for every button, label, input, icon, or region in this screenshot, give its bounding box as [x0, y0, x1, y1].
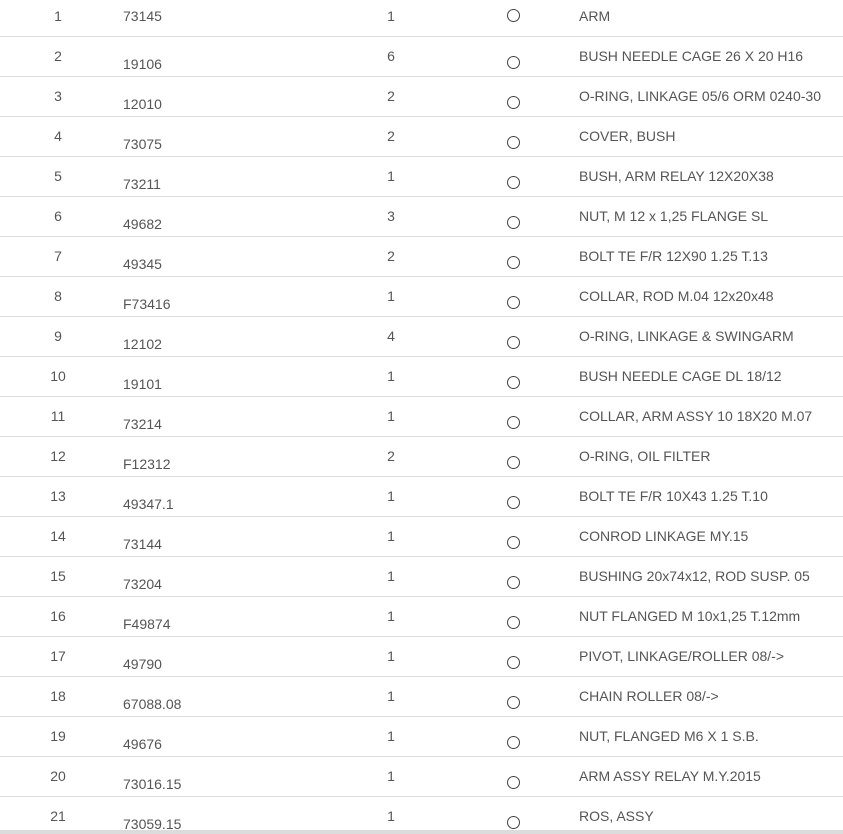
table-row [0, 637, 843, 677]
select-radio[interactable] [507, 496, 520, 509]
row-description: BUSH, ARM RELAY 12X20X38 [579, 168, 774, 184]
table-row [0, 0, 843, 37]
row-position: 6 [54, 208, 62, 224]
row-part-code: 73214 [123, 416, 162, 432]
row-select [507, 616, 520, 629]
row-description: BUSHING 20x74x12, ROD SUSP. 05 [579, 568, 810, 584]
select-radio[interactable] [507, 9, 520, 22]
row-part-code: 73204 [123, 576, 162, 592]
row-description: O-RING, OIL FILTER [579, 448, 711, 464]
row-description: BOLT TE F/R 12X90 1.25 T.13 [579, 248, 768, 264]
select-radio[interactable] [507, 816, 520, 829]
row-select [507, 376, 520, 389]
select-radio[interactable] [507, 696, 520, 709]
row-part-code: F49874 [123, 616, 171, 632]
row-position: 15 [50, 568, 66, 584]
table-row [0, 197, 843, 237]
row-quantity: 3 [387, 208, 395, 224]
row-part-code: 49345 [123, 256, 162, 272]
row-select [507, 56, 520, 69]
table-row [0, 477, 843, 517]
row-position: 14 [50, 528, 66, 544]
row-select [507, 776, 520, 789]
row-quantity: 1 [387, 808, 395, 824]
select-radio[interactable] [507, 216, 520, 229]
row-select [507, 816, 520, 829]
row-description: ROS, ASSY [579, 808, 654, 824]
row-position: 16 [50, 608, 66, 624]
row-position: 7 [54, 248, 62, 264]
row-position: 10 [50, 368, 66, 384]
row-part-code: 12102 [123, 336, 162, 352]
row-quantity: 1 [387, 408, 395, 424]
row-select [507, 736, 520, 749]
row-position: 17 [50, 648, 66, 664]
row-select [507, 136, 520, 149]
select-radio[interactable] [507, 456, 520, 469]
row-position: 4 [54, 128, 62, 144]
row-quantity: 1 [387, 528, 395, 544]
row-select [507, 416, 520, 429]
row-position: 21 [50, 808, 66, 824]
row-select [507, 576, 520, 589]
row-position: 11 [50, 408, 66, 424]
row-quantity: 1 [387, 488, 395, 504]
row-part-code: F73416 [123, 296, 171, 312]
row-description: CHAIN ROLLER 08/-> [579, 688, 719, 704]
row-description: PIVOT, LINKAGE/ROLLER 08/-> [579, 648, 785, 664]
row-description: COLLAR, ARM ASSY 10 18X20 M.07 [579, 408, 813, 424]
row-quantity: 1 [387, 608, 395, 624]
row-part-code: 49682 [123, 216, 162, 232]
table-row [0, 397, 843, 437]
select-radio[interactable] [507, 96, 520, 109]
table-row [0, 597, 843, 637]
row-quantity: 2 [387, 448, 395, 464]
table-row [0, 757, 843, 797]
row-select [507, 176, 520, 189]
row-part-code: 73059.15 [123, 816, 182, 832]
row-description: COLLAR, ROD M.04 12x20x48 [579, 288, 774, 304]
select-radio[interactable] [507, 336, 520, 349]
row-part-code: 49676 [123, 736, 162, 752]
row-part-code: 49790 [123, 656, 162, 672]
table-row [0, 117, 843, 157]
row-position: 1 [54, 8, 62, 24]
select-radio[interactable] [507, 416, 520, 429]
row-select [507, 96, 520, 109]
table-row [0, 357, 843, 397]
table-row [0, 317, 843, 357]
table-row [0, 37, 843, 77]
row-quantity: 1 [387, 8, 395, 24]
table-row [0, 717, 843, 757]
row-part-code: 67088.08 [123, 696, 182, 712]
row-quantity: 1 [387, 768, 395, 784]
row-quantity: 2 [387, 88, 395, 104]
table-row [0, 437, 843, 477]
row-description: NUT FLANGED M 10x1,25 T.12mm [579, 608, 801, 624]
row-select [507, 696, 520, 709]
row-select [507, 536, 520, 549]
select-radio[interactable] [507, 656, 520, 669]
row-position: 12 [50, 448, 66, 464]
row-quantity: 1 [387, 368, 395, 384]
row-quantity: 1 [387, 168, 395, 184]
row-select [507, 336, 520, 349]
row-description: O-RING, LINKAGE 05/6 ORM 0240-30 [579, 88, 821, 104]
row-quantity: 2 [387, 128, 395, 144]
select-radio[interactable] [507, 176, 520, 189]
table-row [0, 237, 843, 277]
row-description: NUT, FLANGED M6 X 1 S.B. [579, 728, 759, 744]
select-radio[interactable] [507, 736, 520, 749]
row-select [507, 9, 520, 22]
row-position: 19 [50, 728, 66, 744]
select-radio[interactable] [507, 536, 520, 549]
row-position: 18 [50, 688, 66, 704]
row-description: NUT, M 12 x 1,25 FLANGE SL [579, 208, 769, 224]
row-quantity: 1 [387, 288, 395, 304]
row-description: O-RING, LINKAGE & SWINGARM [579, 328, 794, 344]
select-radio[interactable] [507, 576, 520, 589]
table-row [0, 677, 843, 717]
row-quantity: 1 [387, 728, 395, 744]
row-select [507, 656, 520, 669]
row-description: BOLT TE F/R 10X43 1.25 T.10 [579, 488, 768, 504]
select-radio[interactable] [507, 776, 520, 789]
row-position: 13 [50, 488, 66, 504]
row-quantity: 1 [387, 688, 395, 704]
row-position: 5 [54, 168, 62, 184]
row-select [507, 216, 520, 229]
row-quantity: 6 [387, 48, 395, 64]
row-part-code: F12312 [123, 456, 171, 472]
select-radio[interactable] [507, 136, 520, 149]
row-part-code: 49347.1 [123, 496, 174, 512]
row-description: BUSH NEEDLE CAGE DL 18/12 [579, 368, 782, 384]
select-radio[interactable] [507, 256, 520, 269]
row-description: COVER, BUSH [579, 128, 676, 144]
row-position: 8 [54, 288, 62, 304]
select-radio[interactable] [507, 616, 520, 629]
row-description: ARM [579, 8, 611, 24]
row-part-code: 19106 [123, 56, 162, 72]
select-radio[interactable] [507, 296, 520, 309]
row-position: 9 [54, 328, 62, 344]
row-select [507, 256, 520, 269]
row-part-code: 73075 [123, 136, 162, 152]
row-part-code: 73211 [123, 176, 161, 192]
row-position: 20 [50, 768, 66, 784]
row-select [507, 296, 520, 309]
row-part-code: 73016.15 [123, 776, 182, 792]
table-row [0, 157, 843, 197]
row-part-code: 19101 [123, 376, 162, 392]
select-radio[interactable] [507, 376, 520, 389]
table-row [0, 797, 843, 834]
row-quantity: 2 [387, 248, 395, 264]
table-row [0, 277, 843, 317]
row-description: CONROD LINKAGE MY.15 [579, 528, 749, 544]
row-quantity: 1 [387, 568, 395, 584]
select-radio[interactable] [507, 56, 520, 69]
row-part-code: 73145 [123, 8, 162, 24]
row-select [507, 496, 520, 509]
row-description: ARM ASSY RELAY M.Y.2015 [579, 768, 761, 784]
row-description: BUSH NEEDLE CAGE 26 X 20 H16 [579, 48, 804, 64]
table-row [0, 77, 843, 117]
row-part-code: 73144 [123, 536, 162, 552]
row-position: 2 [54, 48, 62, 64]
table-row [0, 517, 843, 557]
row-quantity: 4 [387, 328, 395, 344]
row-position: 3 [54, 88, 62, 104]
row-part-code: 12010 [123, 96, 162, 112]
row-quantity: 1 [387, 648, 395, 664]
table-row [0, 557, 843, 597]
row-select [507, 456, 520, 469]
